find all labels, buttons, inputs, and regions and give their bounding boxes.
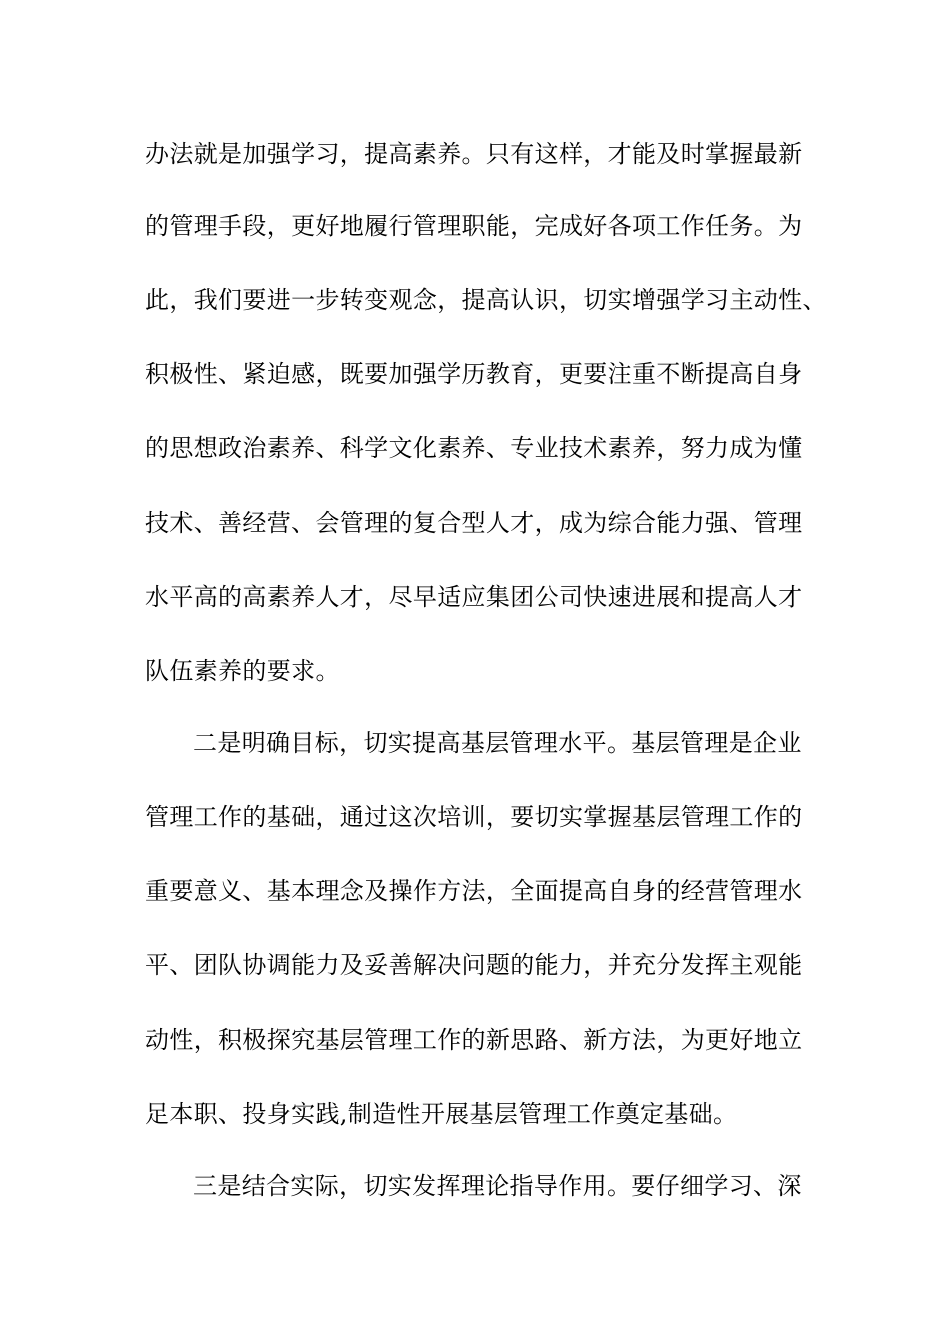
paragraph-start: 二是明确目标，切实提高基层管理水平。基层管理是企业 xyxy=(193,729,802,757)
text-line: 重要意义、基本理念及操作方法，全面提高自身的经营管理水 xyxy=(145,877,803,905)
text-line: 积极性、紧迫感，既要加强学历教育，更要注重不断提高自身 xyxy=(145,360,803,388)
text-line: 管理工作的基础，通过这次培训，要切实掌握基层管理工作的 xyxy=(145,803,803,831)
text-line: 的管理手段，更好地履行管理职能，完成好各项工作任务。为 xyxy=(145,212,803,240)
text-line: 队伍素养的要求。 xyxy=(145,657,340,685)
text-line: 的思想政治素养、科学文化素养、专业技术素养，努力成为懂 xyxy=(145,434,803,462)
paragraph-start: 三是结合实际，切实发挥理论指导作用。要仔细学习、深 xyxy=(193,1172,802,1200)
text-line: 动性，积极探究基层管理工作的新思路、新方法，为更好地立 xyxy=(145,1026,803,1054)
text-line: 办法就是加强学习，提高素养。只有这样，才能及时掌握最新 xyxy=(145,140,803,168)
text-line: 水平高的高素养人才，尽早适应集团公司快速进展和提高人才 xyxy=(145,583,803,611)
text-line: 此，我们要进一步转变观念，提高认识，切实增强学习主动性、 xyxy=(145,286,827,314)
text-line: 平、团队协调能力及妥善解决问题的能力，并充分发挥主观能 xyxy=(145,951,803,979)
text-line: 足本职、投身实践,制造性开展基层管理工作奠定基础。 xyxy=(145,1100,738,1128)
text-line: 技术、善经营、会管理的复合型人才，成为综合能力强、管理 xyxy=(145,509,803,537)
